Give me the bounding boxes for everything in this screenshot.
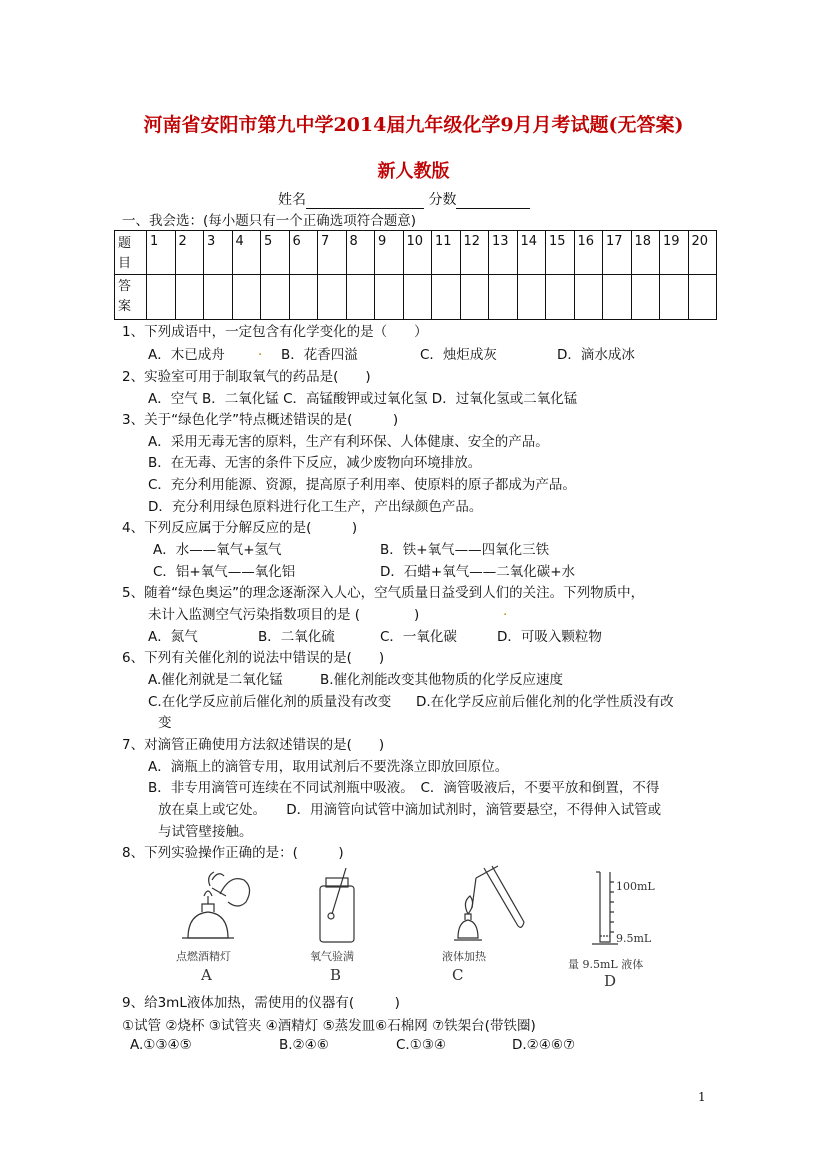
q6-option-d: D.在化学反应前后催化剂的化学性质没有改	[416, 694, 674, 710]
answer-cell[interactable]	[403, 275, 432, 320]
q9-option-b: B.②④⑥	[279, 1037, 329, 1053]
q6-option-b: B.催化剂能改变其他物质的化学反应速度	[320, 672, 564, 688]
figure-c-caption: 液体加热	[442, 950, 486, 963]
figure-d-top-label: 100mL	[616, 880, 655, 893]
answer-cell[interactable]	[546, 275, 575, 320]
table-number-cell: 18	[631, 231, 660, 275]
answer-cell[interactable]	[574, 275, 603, 320]
q3-option-c: C．充分利用能源、资源，提高原子利用率、使原料的原子都成为产品。	[148, 477, 576, 493]
table-number-cell: 3	[204, 231, 233, 275]
q7-option-b: B．非专用滴管可连续在不同试剂瓶中吸液。 C．滴管吸液后，不要平放和倒置，不得	[148, 780, 660, 796]
answer-cell[interactable]	[460, 275, 489, 320]
answer-cell[interactable]	[517, 275, 546, 320]
answer-cell[interactable]	[489, 275, 518, 320]
table-number-cell: 5	[261, 231, 290, 275]
table-number-cell: 9	[375, 231, 404, 275]
answer-cell[interactable]	[660, 275, 689, 320]
figure-a	[168, 866, 268, 986]
score-label: 分数	[428, 192, 457, 208]
table-number-cell: 13	[489, 231, 518, 275]
name-label: 姓名	[278, 192, 306, 208]
score-blank	[456, 194, 530, 209]
test-tube-heating-icon	[432, 862, 532, 948]
q5-option-d: D．可吸入颗粒物	[497, 629, 602, 645]
q7-option-d-cont: 与试管壁接触。	[158, 824, 253, 840]
table-number-cell: 16	[574, 231, 603, 275]
q5-option-a: A．氮气	[148, 629, 198, 645]
answer-cell[interactable]	[346, 275, 375, 320]
q9-option-c: C.①③④	[396, 1037, 447, 1053]
figure-a-letter: A	[201, 966, 212, 984]
question-2-stem: 2、实验室可用于制取氧气的药品是( )	[122, 369, 371, 385]
table-number-cell: 15	[546, 231, 575, 275]
q3-option-d: D．充分利用绿色原料进行化工生产，产出绿颜色产品。	[148, 499, 483, 515]
table-number-cell: 17	[603, 231, 632, 275]
page-number: 1	[698, 1090, 706, 1104]
q6-option-d-cont: 变	[158, 715, 172, 731]
gas-bottle-icon	[308, 866, 368, 946]
q5-option-c: C．一氧化碳	[380, 629, 457, 645]
answer-cell[interactable]	[432, 275, 461, 320]
question-4-stem: 4、下列反应属于分解反应的是( )	[122, 520, 358, 536]
figure-d-caption: 量 9.5mL 液体	[568, 958, 644, 971]
q4-option-c: C．铝+氧气——氧化铝	[153, 564, 296, 580]
q1-option-d: D．滴水成冰	[557, 347, 635, 363]
q1-option-b: B．花香四溢	[281, 347, 358, 363]
table-number-cell: 2	[175, 231, 204, 275]
q1-option-c: C．烛炬成灰	[420, 347, 497, 363]
q9-option-d: D.②④⑥⑦	[512, 1037, 576, 1053]
figure-b	[308, 866, 398, 986]
question-7-stem: 7、对滴管正确使用方法叙述错误的是( )	[122, 737, 385, 753]
table-number-cell: 7	[318, 231, 347, 275]
table-number-cell: 6	[289, 231, 318, 275]
q1-option-a: A．木已成舟	[148, 347, 225, 363]
q3-option-a: A．采用无毒无害的原料，生产有利环保、人体健康、安全的产品。	[148, 434, 549, 450]
question-8-stem: 8、下列实验操作正确的是：( )	[122, 845, 344, 861]
q4-option-b: B．铁+氧气——四氧化三铁	[380, 542, 550, 558]
q7-option-a: A．滴瓶上的滴管专用，取用试剂后不要洗涤立即放回原位。	[148, 759, 509, 775]
figure-c	[432, 862, 532, 986]
table-header-answer: 答 案	[115, 275, 147, 320]
question-1-stem: 1、下列成语中，一定包含有化学变化的是（ ）	[122, 324, 428, 340]
table-number-cell: 4	[232, 231, 261, 275]
q7-option-b-cont: 放在桌上或它处。 D．用滴管向试管中滴加试剂时，滴管要悬空，不得伸入试管或	[158, 802, 662, 818]
question-5-stem: 5、随着“绿色奥运”的理念逐渐深入人心，空气质量日益受到人们的关注。下列物质中，	[122, 585, 645, 601]
table-number-cell: 19	[660, 231, 689, 275]
table-header-question: 题 目	[115, 231, 147, 275]
figure-d-letter: D	[604, 972, 617, 990]
name-blank	[306, 194, 424, 209]
answer-cell[interactable]	[603, 275, 632, 320]
answer-cell[interactable]	[147, 275, 176, 320]
table-number-cell: 11	[432, 231, 461, 275]
section-heading: 一、我会选：(每小题只有一个正确选项符合题意)	[122, 213, 417, 229]
answer-cell[interactable]	[631, 275, 660, 320]
q2-options: A．空气 B．二氧化锰 C．高锰酸钾或过氧化氢 D．过氧化氢或二氧化锰	[148, 391, 578, 407]
decor-dot: .	[258, 343, 263, 359]
answer-cell[interactable]	[175, 275, 204, 320]
answer-cell[interactable]	[232, 275, 261, 320]
figure-d	[566, 868, 666, 988]
answer-cell[interactable]	[261, 275, 290, 320]
q9-items: ①试管 ②烧杯 ③试管夹 ④酒精灯 ⑤蒸发皿⑥石棉网 ⑦铁架台(带铁圈)	[122, 1018, 536, 1034]
q4-option-a: A．水——氧气+氢气	[153, 542, 282, 558]
q6-option-a: A.催化剂就是二氧化锰	[148, 672, 283, 688]
answer-cell[interactable]	[318, 275, 347, 320]
answer-table	[114, 230, 717, 320]
table-number-cell: 14	[517, 231, 546, 275]
q6-option-c: C.在化学反应前后催化剂的质量没有改变	[148, 694, 392, 710]
table-number-cell: 12	[460, 231, 489, 275]
table-number-cell: 8	[346, 231, 375, 275]
figure-b-letter: B	[330, 966, 342, 984]
alcohol-lamp-icon	[168, 866, 268, 946]
q3-option-b: B．在无毒、无害的条件下反应，减少废物向环境排放。	[148, 455, 482, 471]
question-3-stem: 3、关于“绿色化学”特点概述错误的是( )	[122, 412, 399, 428]
answer-cell[interactable]	[375, 275, 404, 320]
answer-cell[interactable]	[289, 275, 318, 320]
table-number-cell: 1	[147, 231, 176, 275]
decor-dot: .	[503, 603, 508, 619]
figure-c-letter: C	[452, 966, 464, 984]
figure-b-caption: 氧气验满	[310, 950, 354, 963]
name-score-line	[278, 189, 530, 209]
answer-cell[interactable]	[688, 275, 717, 320]
q4-option-d: D．石蜡+氧气——二氧化碳+水	[380, 564, 576, 580]
figure-a-caption: 点燃酒精灯	[176, 950, 231, 963]
figure-d-mark-label: 9.5mL	[616, 932, 652, 945]
page-subtitle: 新人教版	[377, 161, 450, 182]
q5-option-b: B．二氧化硫	[258, 629, 335, 645]
question-5-stem-cont: 未计入监测空气污染指数项目的是 ( )	[148, 607, 420, 623]
table-number-cell: 10	[403, 231, 432, 275]
table-number-cell: 20	[688, 231, 717, 275]
q9-option-a: A.①③④⑤	[130, 1037, 192, 1053]
question-9-stem: 9、给3mL液体加热，需使用的仪器有( )	[122, 995, 400, 1011]
question-6-stem: 6、下列有关催化剂的说法中错误的是( )	[122, 650, 385, 666]
answer-cell[interactable]	[204, 275, 233, 320]
page-title: 河南省安阳市第九中学2014届九年级化学9月月考试题(无答案)	[143, 114, 684, 136]
